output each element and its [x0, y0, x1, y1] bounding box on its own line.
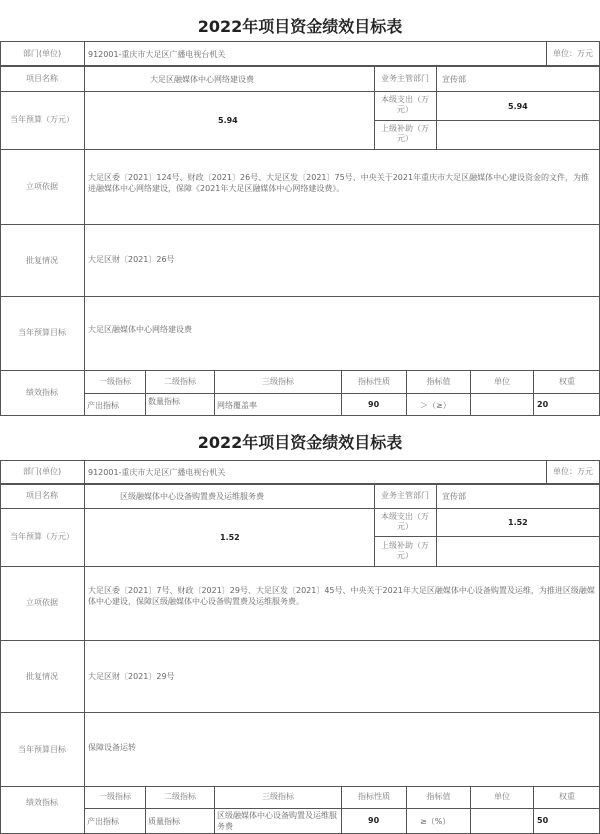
dept-value: 宣传部	[442, 75, 466, 84]
approval-text: 大足区财〔2021〕26号	[88, 255, 175, 264]
ind-header-6: 单位	[494, 792, 510, 801]
other-label: 上级补助（万元）	[381, 124, 429, 143]
dept-label: 业务主管部门	[381, 74, 429, 83]
ind-header-7: 权重	[559, 377, 575, 386]
approval-label: 批复情况	[26, 672, 58, 681]
basis-label: 立项依据	[26, 182, 58, 191]
ind-header-7: 权重	[559, 792, 575, 801]
ind-cell-4: 90	[368, 400, 380, 409]
project-name-label: 项目名称	[26, 74, 58, 83]
goal-label: 当年预算目标	[18, 328, 66, 337]
unit-value: 912001-重庆市大足区广播电视台机关	[88, 50, 226, 59]
budget-label: 当年预算（万元）	[10, 532, 74, 541]
fiscal-value: 5.94	[508, 102, 528, 111]
budget-label: 当年预算（万元）	[10, 115, 74, 124]
goal-text: 保障设备运转	[88, 743, 136, 752]
money-unit: 单位：万元	[553, 49, 593, 58]
unit-label: 部门(单位)	[22, 49, 62, 58]
main-table	[0, 66, 600, 416]
goal-text: 大足区融媒体中心网络建设费	[88, 325, 192, 334]
approval-label: 批复情况	[26, 256, 58, 265]
ind-header-2: 二级指标	[164, 377, 196, 386]
unit-label: 部门(单位)	[22, 467, 62, 476]
ind-cell-4: 90	[368, 816, 380, 825]
basis-label: 立项依据	[26, 598, 58, 607]
form-section-2	[0, 420, 600, 834]
project-name-value: 大足区融媒体中心网络建设费	[150, 75, 254, 84]
goal-label: 当年预算目标	[18, 745, 66, 754]
other-label: 上级补助（万元）	[381, 541, 429, 560]
fiscal-label: 本级支出（万元）	[381, 512, 429, 531]
ind-cell-2: 数量指标	[148, 397, 180, 406]
dept-value: 宣传部	[442, 492, 466, 501]
unit-value: 912001-重庆市大足区广播电视台机关	[88, 468, 226, 477]
ind-header-6: 单位	[494, 377, 510, 386]
ind-header-2: 二级指标	[164, 792, 196, 801]
ind-cell-5: ＞（≥）	[420, 401, 451, 410]
basis-text: 大足区委〔2021〕7号、财政〔2021〕29号、大足区发〔2021〕45号、中央关于2021年大足区融媒体中心设备购置及运维，为推进区级融媒体中心建设，保障区级融媒体中心设备购置费及运维服务费。	[88, 586, 595, 606]
indicator-label: 绩效指标	[26, 388, 58, 397]
ind-cell-2: 质量指标	[148, 817, 180, 826]
ind-cell-1: 产出指标	[87, 401, 119, 410]
ind-header-3: 三级指标	[262, 377, 294, 386]
ind-header-4: 指标性质	[358, 377, 390, 386]
ind-header-1: 一级指标	[99, 792, 131, 801]
budget-value: 5.94	[218, 116, 238, 125]
fiscal-label: 本级支出（万元）	[381, 95, 429, 114]
form-title: 2022年项目资金绩效目标表	[197, 433, 403, 452]
money-unit: 单位：万元	[553, 467, 593, 476]
basis-text: 大足区委〔2021〕124号、财政〔2021〕26号、大足区发〔2021〕75号、中央关于2021年重庆市大足区融媒体中心建设资金的文件，为推进融媒体中心网络建设，保障《2021年大足区融媒体中心网络建设费》。	[88, 173, 590, 193]
ind-header-5: 指标值	[426, 377, 451, 386]
ind-header-4: 指标性质	[358, 792, 390, 801]
fiscal-value: 1.52	[508, 518, 528, 527]
project-name-value: 区级融媒体中心设备购置费及运维服务费	[120, 492, 264, 501]
project-name-label: 项目名称	[26, 491, 58, 500]
ind-cell-1: 产出指标	[87, 817, 119, 826]
dept-label: 业务主管部门	[381, 491, 429, 500]
ind-cell-7: 50	[537, 816, 549, 825]
ind-header-1: 一级指标	[99, 377, 131, 386]
form-title: 2022年项目资金绩效目标表	[197, 17, 403, 36]
ind-cell-5: ≥（%）	[420, 817, 451, 826]
ind-cell-3: 网络覆盖率	[217, 401, 257, 410]
approval-text: 大足区财〔2021〕29号	[88, 672, 175, 681]
indicator-label: 绩效指标	[26, 798, 58, 807]
budget-value: 1.52	[220, 533, 240, 542]
ind-header-3: 三级指标	[262, 792, 294, 801]
ind-cell-7: 20	[537, 400, 549, 409]
ind-cell-3: 区级融媒体中心设备购置及运维服务费	[217, 811, 337, 831]
ind-header-5: 指标值	[426, 792, 451, 801]
